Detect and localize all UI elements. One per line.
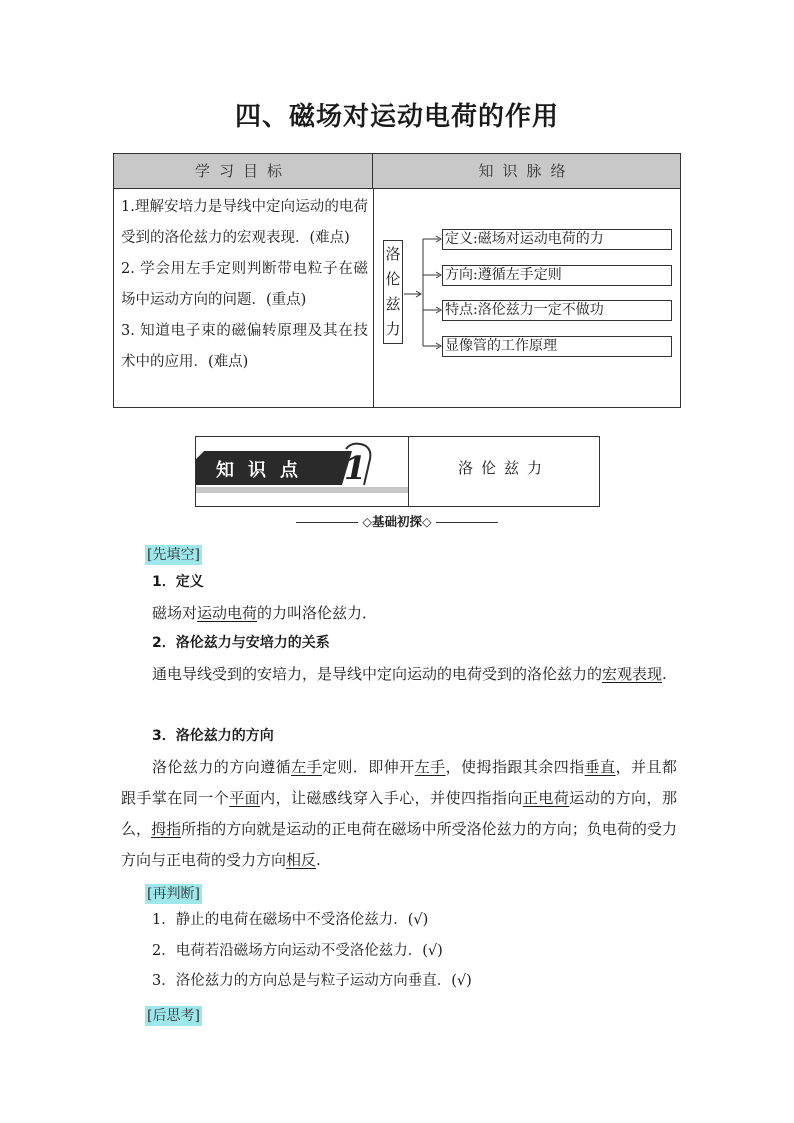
item-heading: 2．洛伦兹力与安培力的关系 (152, 635, 330, 651)
table-divider (373, 189, 374, 407)
learning-goals (121, 192, 368, 378)
header-learning-goals: 学习目标 (114, 154, 373, 189)
knowledge-point-number: 1 (344, 449, 367, 487)
item-heading: 1．定义 (152, 574, 204, 590)
header-knowledge-network: 知识脉络 (373, 154, 680, 189)
judge-item: 3．洛伦兹力的方向总是与粒子运动方向垂直．(√) (152, 973, 472, 989)
goal-item: 1.理解安培力是导线中定向运动的电荷受到的洛伦兹力的宏观表现．(难点) (121, 199, 368, 246)
item-heading: 3．洛伦兹力的方向 (152, 728, 274, 744)
section-basic-explore (0, 512, 794, 530)
network-root-char: 伦 (385, 270, 401, 288)
network-connector-arrows (403, 224, 443, 354)
divider-line (436, 522, 498, 523)
tag-judge: [再判断] (147, 886, 200, 902)
judge-item: 2．电荷若沿磁场方向运动不受洛伦兹力．(√) (152, 943, 443, 959)
network-branch-definition: 定义:磁场对运动电荷的力 (442, 229, 672, 250)
goal-item: 3. 知道电子束的磁偏转原理及其在技术中的应用．(难点) (121, 323, 368, 370)
relation-text: 通电导线受到的安培力，是导线中定向运动的电荷受到的洛伦兹力的宏观表现. (152, 665, 667, 683)
objectives-table (113, 153, 681, 408)
definition-text: 磁场对运动电荷的力叫洛伦兹力． (152, 604, 378, 622)
network-branch-crt: 显像管的工作原理 (442, 336, 672, 357)
knowledge-point-title: 洛伦兹力 (457, 459, 550, 477)
direction-text: 洛伦兹力的方向遵循左手定则．即伸开左手，使拇指跟其余四指垂直，并且都跟手掌在同一个平面内，让磁感线穿入手心，并使四指指向正电荷运动的方向，那么，拇指所指的方向就是运动的正电荷在磁场中所受洛伦兹力的方向；负电荷的受力方向与正电荷的受力方向相反. (121, 758, 677, 869)
network-branch-feature: 特点:洛伦兹力一定不做功 (442, 300, 672, 321)
knowledge-point-label: 知识点 (216, 460, 312, 481)
goal-item: 2. 学会用左手定则判断带电粒子在磁场中运动方向的问题．(重点) (121, 261, 368, 308)
judge-item: 1．静止的电荷在磁场中不受洛伦兹力．(√) (152, 912, 429, 928)
divider-line (296, 522, 358, 523)
tag-after-think: [后思考] (147, 1008, 200, 1024)
network-root-char: 兹 (385, 295, 401, 313)
network-root-char: 洛 (385, 245, 401, 263)
knowledge-point-banner (195, 436, 600, 507)
network-root-char: 力 (385, 320, 401, 338)
tag-fill-first: [先填空] (147, 547, 200, 563)
network-branch-direction: 方向:遵循左手定则 (442, 265, 672, 286)
page-title: 四、磁场对运动电荷的作用 (234, 102, 559, 132)
section-label: ◇基础初探◇ (362, 514, 432, 529)
network-root (383, 240, 403, 344)
